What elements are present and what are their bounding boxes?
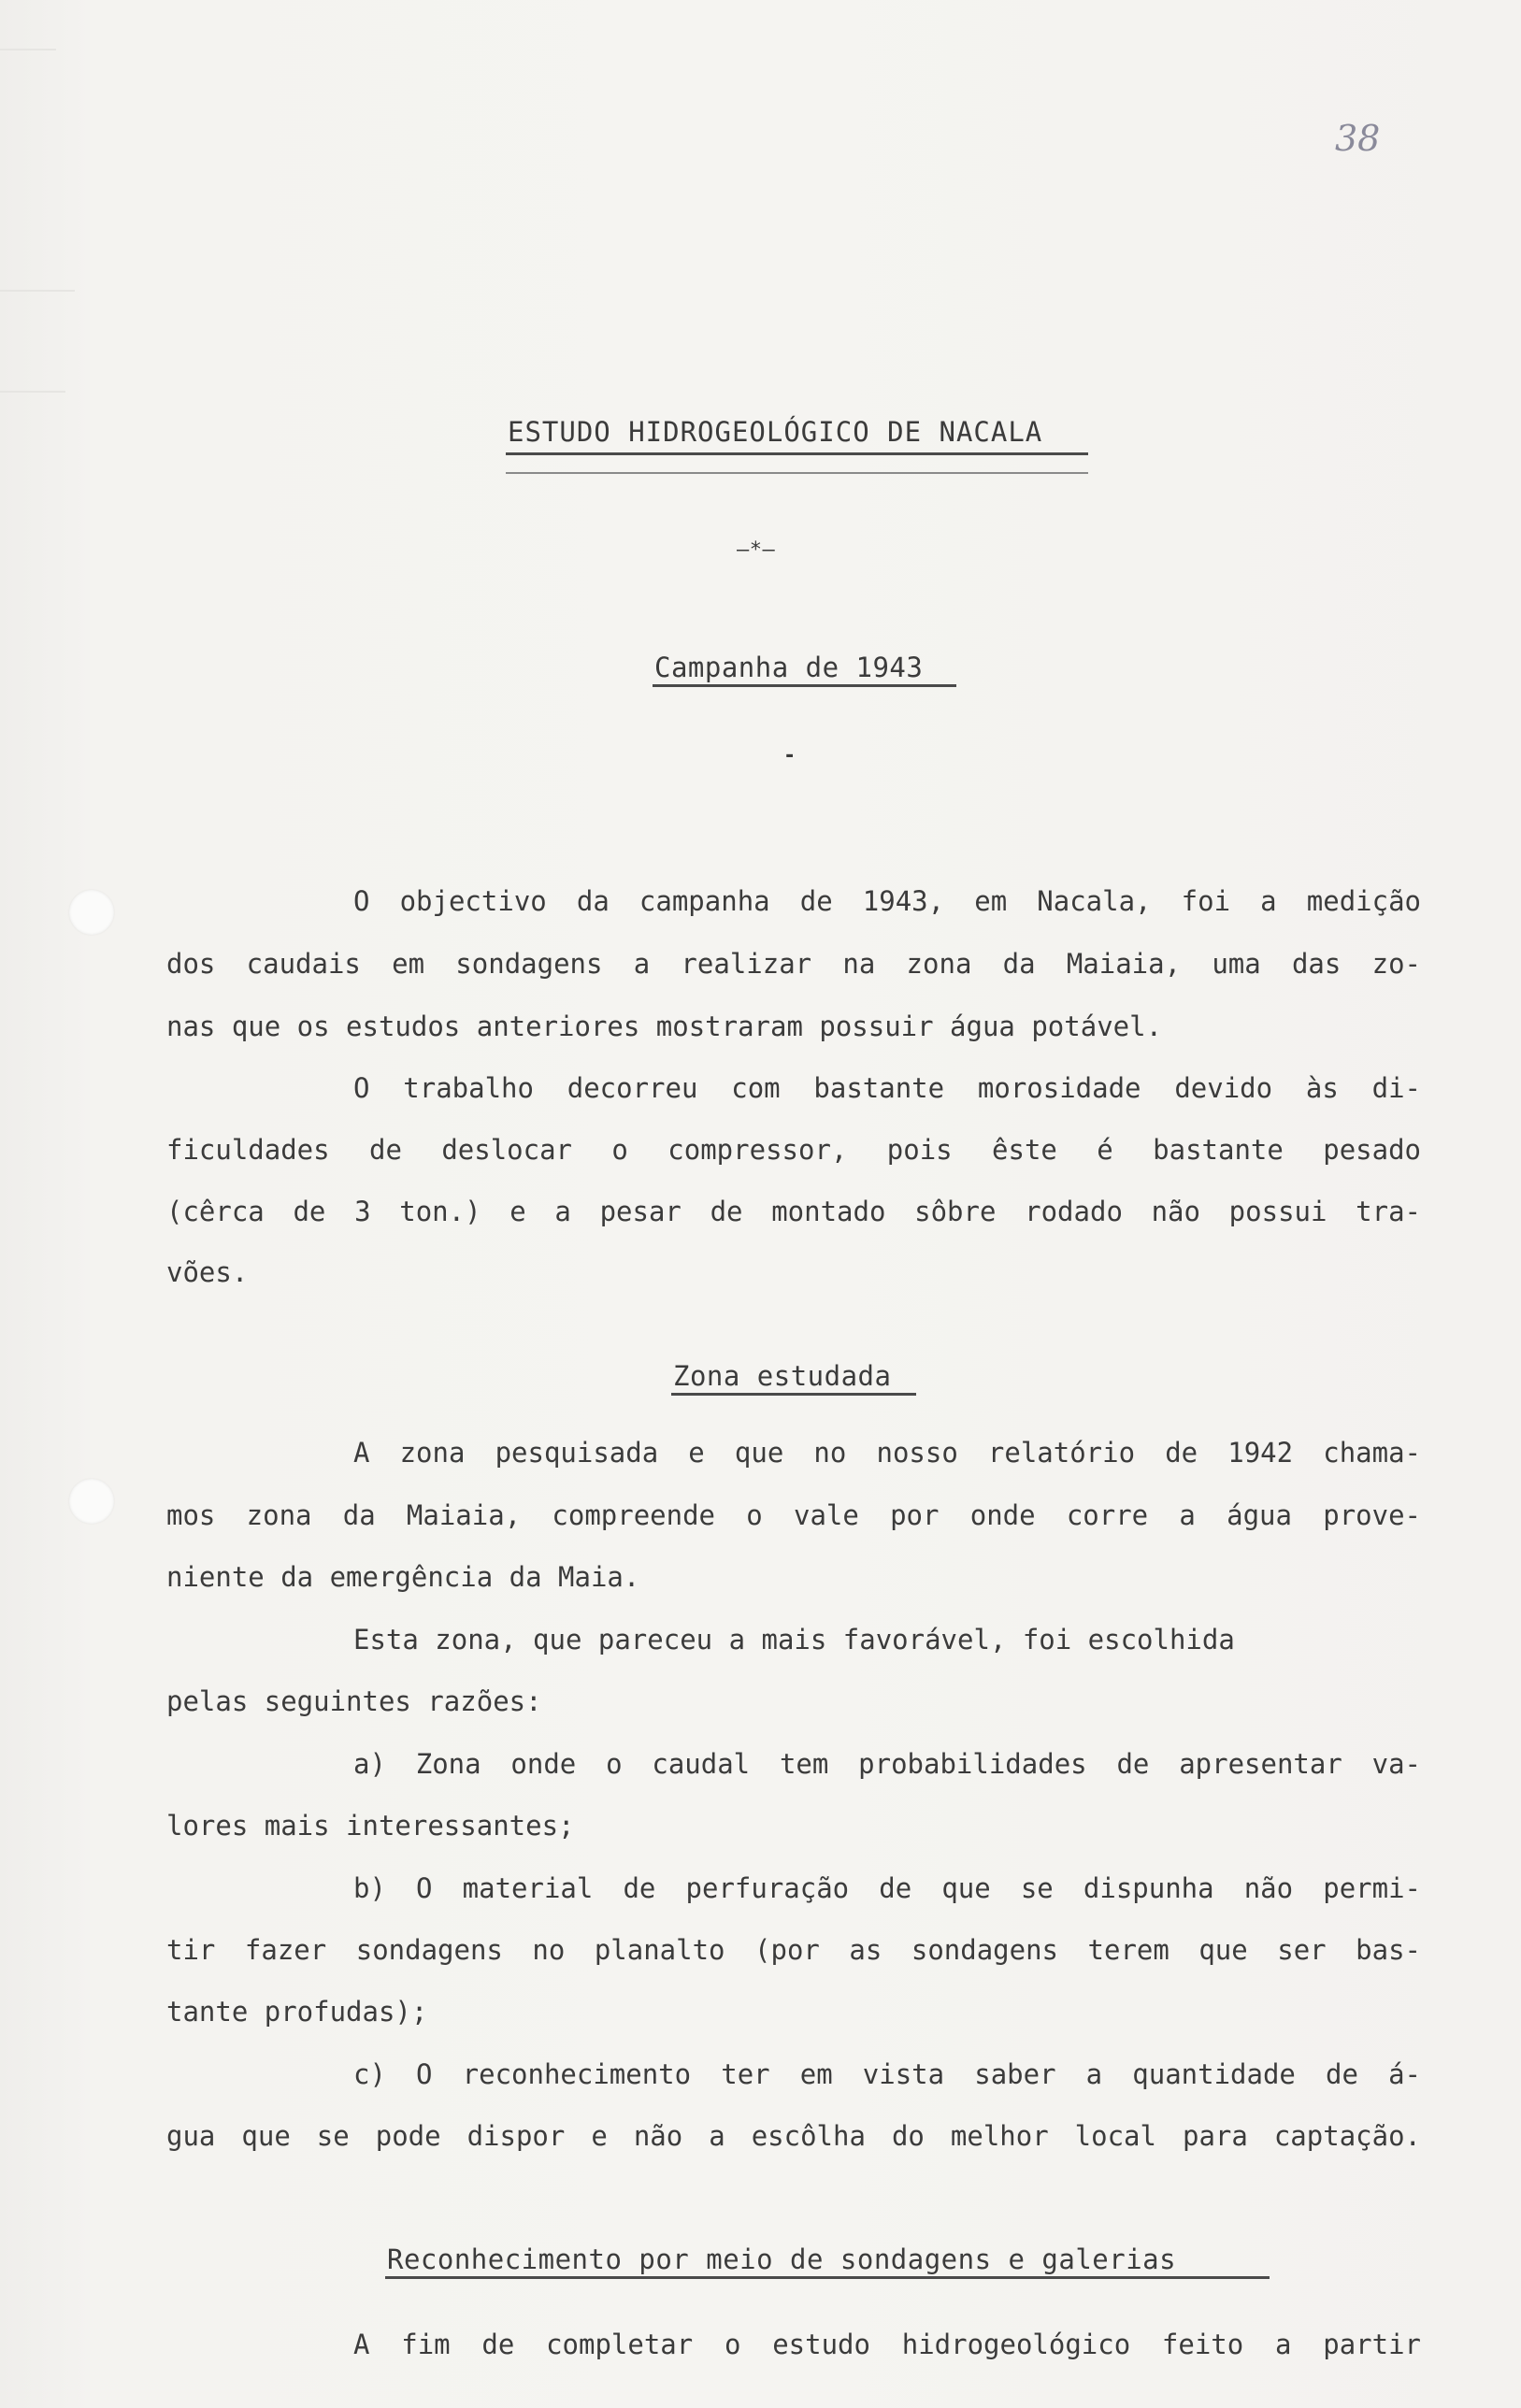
list-item-a-cont: lores mais interessantes; <box>166 1810 575 1842</box>
list-item-b-cont: tir fazer sondagens no planalto (por as sondagens terem que ser bas- <box>166 1934 1421 1966</box>
title-underline <box>506 452 1088 455</box>
paragraph-line: O objectivo da campanha de 1943, em Nacala, foi a medição <box>353 885 1421 917</box>
separator: —*— <box>737 538 776 562</box>
paragraph-line: ficuldades de deslocar o compressor, pois êste é bastante pesado <box>166 1134 1421 1166</box>
page-number: 38 <box>1335 118 1381 159</box>
list-item-b: b) O material de perfuração de que se dispunha não permi- <box>353 1872 1421 1904</box>
list-item-c-cont: gua que se pode dispor e não a escôlha do melhor local para captação. <box>166 2120 1421 2152</box>
edge-mark <box>0 49 56 50</box>
paragraph-line: dos caudais em sondagens a realizar na zona da Maiaia, uma das zo- <box>166 948 1421 980</box>
section-heading-zona-underline <box>671 1393 916 1396</box>
section-heading-zona: Zona estudada <box>673 1360 892 1392</box>
list-item-a: a) Zona onde o caudal tem probabilidades de apresentar va- <box>353 1748 1421 1780</box>
campaign-heading: Campanha de 1943 <box>654 652 924 683</box>
section-heading-reconhecimento: Reconhecimento por meio de sondagens e galerias <box>387 2243 1177 2275</box>
paragraph-line: vões. <box>166 1256 249 1288</box>
section-heading-reconhecimento-underline <box>385 2276 1270 2279</box>
campaign-heading-underline <box>653 684 956 687</box>
punch-hole <box>69 1479 114 1524</box>
paragraph-line: mos zona da Maiaia, compreende o vale por onde corre a água prove- <box>166 1499 1421 1531</box>
paragraph-line: A zona pesquisada e que no nosso relatório de 1942 chama- <box>353 1437 1421 1469</box>
list-item-b-cont: tante profudas); <box>166 1996 428 2028</box>
edge-mark <box>0 290 75 292</box>
edge-mark <box>0 391 65 393</box>
paragraph-line: A fim de completar o estudo hidrogeológico feito a partir <box>353 2329 1421 2360</box>
title-underline-double <box>506 472 1088 474</box>
paragraph-line: niente da emergência da Maia. <box>166 1561 640 1593</box>
paragraph-line: pelas seguintes razões: <box>166 1685 542 1717</box>
dash-mark: - <box>783 744 796 767</box>
document-title: ESTUDO HIDROGEOLÓGICO DE NACALA <box>508 416 1043 448</box>
punch-hole <box>69 890 114 935</box>
paragraph-line: nas que os estudos anteriores mostraram possuir água potável. <box>166 1010 1163 1042</box>
list-item-c: c) O reconhecimento ter em vista saber a quantidade de á- <box>353 2058 1421 2090</box>
paragraph-line: O trabalho decorreu com bastante morosidade devido às di- <box>353 1072 1421 1104</box>
paragraph-line: (cêrca de 3 ton.) e a pesar de montado sôbre rodado não possui tra- <box>166 1196 1421 1227</box>
paragraph-line: Esta zona, que pareceu a mais favorável, foi escolhida <box>353 1624 1235 1656</box>
